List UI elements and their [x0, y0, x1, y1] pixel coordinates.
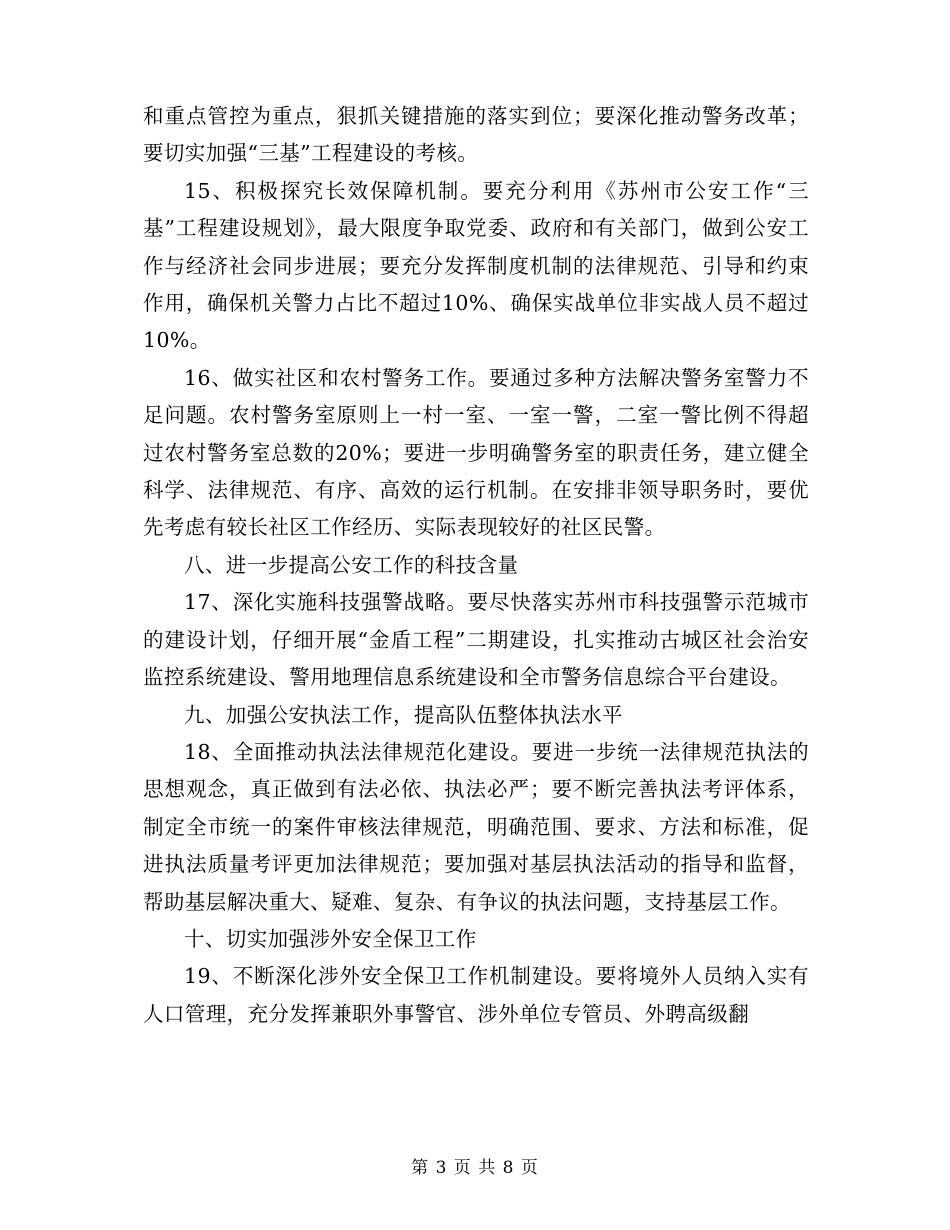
paragraph-item-18: 18、全面推动执法法律规范化建设。要进一步统一法律规范执法的思想观念，真正做到有法必依、执法必严；要不断完善执法考评体系，制定全市统一的案件审核法律规范，明确范围、要求、方法和标准，促进执法质量考评更加法律规范；要加强对基层执法活动的指导和监督，帮助基层解决重大、疑难、复杂、有争议的执法问题，支持基层工作。	[143, 739, 809, 914]
section-heading-8: 八、进一步提高公安工作的科技含量	[184, 552, 519, 577]
page-number-footer: 第 3 页 共 8 页	[411, 1158, 539, 1178]
paragraph-item-19: 19、不断深化涉外安全保卫工作机制建设。要将境外人员纳入实有人口管理，充分发挥兼职外事警官、涉外单位专管员、外聘高级翻	[143, 964, 809, 1026]
paragraph-item-16: 16、做实社区和农村警务工作。要通过多种方法解决警务室警力不足问题。农村警务室原则上一村一室、一室一警，二室一警比例不得超过农村警务室总数的20%；要进一步明确警务室的职责任务，建立健全科学、法律规范、有序、高效的运行机制。在安排非领导职务时，要优先考虑有较长社区工作经历、实际表现较好的社区民警。	[143, 365, 809, 540]
paragraph-continued: 和重点管控为重点，狠抓关键措施的落实到位；要深化推动警务改革；要切实加强“三基”工程建设的考核。	[143, 104, 809, 166]
section-heading-10: 十、切实加强涉外安全保卫工作	[184, 926, 477, 951]
section-heading-9: 九、加强公安执法工作，提高队伍整体执法水平	[184, 702, 623, 727]
paragraph-item-17: 17、深化实施科技强警战略。要尽快落实苏州市科技强警示范城市的建设计划，仔细开展“金盾工程”二期建设，扎实推动古城区社会治安监控系统建设、警用地理信息系统建设和全市警务信息综合平台建设。	[143, 590, 809, 690]
paragraph-item-15: 15、积极探究长效保障机制。要充分利用《苏州市公安工作“三基”工程建设规划》，最大限度争取党委、政府和有关部门，做到公安工作与经济社会同步进展；要充分发挥制度机制的法律规范、引导和约束作用，确保机关警力占比不超过10%、确保实战单位非实战人员不超过10%。	[143, 178, 809, 353]
document-body	[143, 98, 809, 1033]
